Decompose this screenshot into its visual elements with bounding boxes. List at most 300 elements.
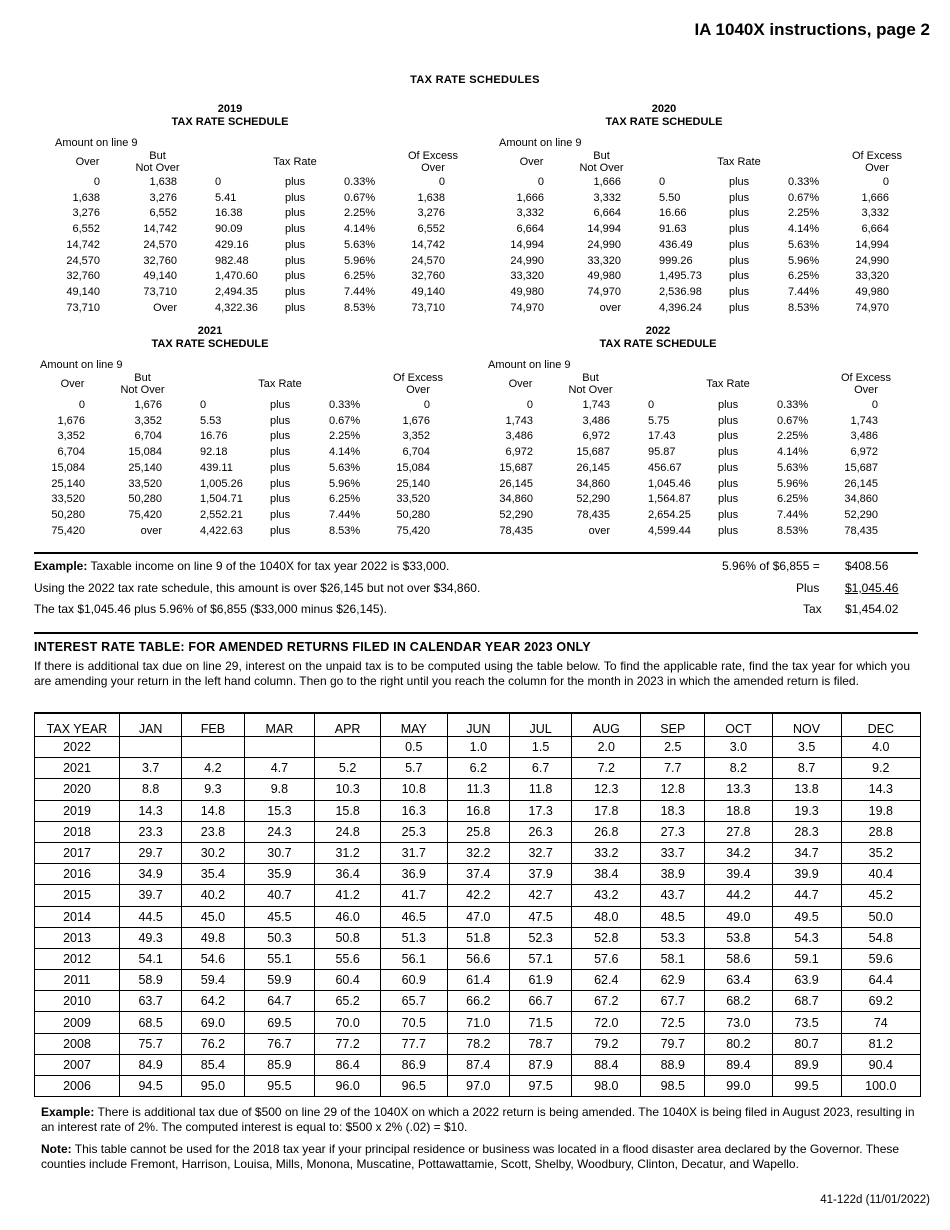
base-tax-value: 429.16 <box>215 238 249 251</box>
amount-on-line-label: Amount on line 9 <box>55 137 138 149</box>
base-tax-value: 1,470.60 <box>215 270 258 283</box>
rate-cell: 57.6 <box>572 948 641 969</box>
rate-cell: 60.9 <box>380 970 447 991</box>
rate-value: 0.33% <box>329 399 361 411</box>
rate-cell: 42.2 <box>447 885 509 906</box>
base-tax-value: 4,396.24 <box>659 301 702 314</box>
rate-cell: 62.4 <box>572 970 641 991</box>
over-value: 6,664 <box>516 223 544 236</box>
plus-text: plus <box>729 301 750 314</box>
rate-cell: 49.3 <box>120 927 182 948</box>
plus-text: plus <box>729 238 750 251</box>
rate-cell: 41.7 <box>380 885 447 906</box>
interest-table-heading: INTEREST RATE TABLE: FOR AMENDED RETURNS FILED IN CALENDAR YEAR 2023 ONLY <box>34 640 591 654</box>
plus-text: plus <box>285 238 306 251</box>
rate-cell: 95.5 <box>244 1076 315 1097</box>
rate-value: 7.44% <box>344 285 376 298</box>
rate-cell: 89.4 <box>705 1054 772 1075</box>
rate-cell: 35.9 <box>244 864 315 885</box>
rate-cell: 43.2 <box>572 885 641 906</box>
excess-value: 3,332 <box>861 207 889 220</box>
excess-value: 34,860 <box>844 493 878 506</box>
base-tax-value: 0 <box>659 176 666 188</box>
tax-example-calc-label: 5.96% of $6,855 = <box>722 559 820 573</box>
over-value: 14,742 <box>66 238 100 251</box>
tax-year-cell: 2013 <box>35 927 120 948</box>
excess-value: 49,980 <box>855 285 889 298</box>
excess-value: 0 <box>438 176 445 188</box>
tax-rate-schedules-heading: TAX RATE SCHEDULES <box>410 74 540 86</box>
rate-cell: 1.5 <box>509 737 571 758</box>
rate-cell: 98.5 <box>641 1076 705 1097</box>
tax-year-cell: 2008 <box>35 1033 120 1054</box>
over-value: 25,140 <box>51 477 85 490</box>
rate-value: 6.25% <box>788 270 820 283</box>
tax-rate-header: Tax Rate <box>273 156 317 168</box>
schedule-caption: TAX RATE SCHEDULE <box>151 338 269 350</box>
not-over-value: over <box>140 524 162 537</box>
rate-value: 0.67% <box>329 414 361 427</box>
excess-value: 1,743 <box>850 414 878 427</box>
rate-cell: 72.5 <box>641 1012 705 1033</box>
plus-text: plus <box>729 207 750 220</box>
rate-cell: 25.3 <box>380 821 447 842</box>
rate-value: 5.63% <box>777 461 809 474</box>
rate-cell: 77.2 <box>315 1033 381 1054</box>
rate-cell: 49.5 <box>772 906 841 927</box>
column-header: DEC <box>841 713 920 737</box>
rate-cell: 40.7 <box>244 885 315 906</box>
rate-cell: 53.3 <box>641 927 705 948</box>
rate-cell: 46.5 <box>380 906 447 927</box>
not-over-value: 1,743 <box>582 399 610 411</box>
rate-cell: 99.0 <box>705 1076 772 1097</box>
rate-cell: 64.2 <box>182 991 244 1012</box>
not-over-value: over <box>588 524 610 537</box>
rate-cell: 6.2 <box>447 758 509 779</box>
divider <box>34 552 918 554</box>
rate-value: 4.14% <box>777 446 809 459</box>
over-value: 6,704 <box>57 446 85 459</box>
rate-cell: 34.2 <box>705 842 772 863</box>
of-excess-header: Of Excess <box>392 372 444 384</box>
rate-cell: 68.2 <box>705 991 772 1012</box>
rate-cell: 80.2 <box>705 1033 772 1054</box>
rate-cell: 84.9 <box>120 1054 182 1075</box>
plus-text: plus <box>270 414 291 427</box>
rate-cell: 80.7 <box>772 1033 841 1054</box>
column-header: NOV <box>772 713 841 737</box>
rate-cell: 85.9 <box>244 1054 315 1075</box>
column-header: FEB <box>182 713 244 737</box>
rate-cell: 11.8 <box>509 779 571 800</box>
tax-rate-header: Tax Rate <box>717 156 761 168</box>
schedule-year: 2021 <box>197 325 223 337</box>
rate-cell: 48.0 <box>572 906 641 927</box>
excess-value: 0 <box>882 176 889 188</box>
rate-cell: 1.0 <box>447 737 509 758</box>
over-value: 0 <box>526 399 533 411</box>
column-header: APR <box>315 713 381 737</box>
table-row <box>35 737 921 758</box>
over-value: 0 <box>78 399 85 411</box>
table-row <box>35 906 921 927</box>
rate-value: 0.33% <box>777 399 809 411</box>
tax-example-plus-value: $1,045.46 <box>845 581 899 595</box>
not-over-header: Not Over <box>568 384 613 396</box>
but-header: But <box>593 150 610 162</box>
over-value: 75,420 <box>51 524 85 537</box>
not-over-value: 6,704 <box>134 430 162 443</box>
rate-value: 0.67% <box>344 191 376 204</box>
rate-cell: 35.4 <box>182 864 244 885</box>
not-over-value: 1,638 <box>149 176 177 188</box>
not-over-value: 6,664 <box>593 207 621 220</box>
over-value: 3,276 <box>72 207 100 220</box>
column-header: MAY <box>380 713 447 737</box>
base-tax-value: 0 <box>648 399 655 411</box>
rate-cell: 45.5 <box>244 906 315 927</box>
tax-example-plus-label: Plus <box>796 581 820 595</box>
rate-cell: 57.1 <box>509 948 571 969</box>
rate-cell: 72.0 <box>572 1012 641 1033</box>
rate-cell: 43.7 <box>641 885 705 906</box>
rate-cell: 78.7 <box>509 1033 571 1054</box>
rate-cell: 86.4 <box>315 1054 381 1075</box>
rate-cell: 34.9 <box>120 864 182 885</box>
rate-cell: 38.9 <box>641 864 705 885</box>
over-value: 0 <box>537 176 544 188</box>
over-value: 6,972 <box>505 446 533 459</box>
base-tax-value: 5.53 <box>200 414 222 427</box>
rate-cell: 39.4 <box>705 864 772 885</box>
tax-year-cell: 2014 <box>35 906 120 927</box>
table-row <box>35 800 921 821</box>
rate-cell: 76.7 <box>244 1033 315 1054</box>
excess-value: 33,520 <box>396 493 430 506</box>
plus-text: plus <box>718 508 739 521</box>
tax-year-cell: 2006 <box>35 1076 120 1097</box>
rate-cell: 9.8 <box>244 779 315 800</box>
tax-year-cell: 2020 <box>35 779 120 800</box>
rate-cell: 52.8 <box>572 927 641 948</box>
rate-cell: 0.5 <box>380 737 447 758</box>
rate-cell: 27.8 <box>705 821 772 842</box>
rate-cell: 8.8 <box>120 779 182 800</box>
rate-cell: 65.2 <box>315 991 381 1012</box>
tax-rate-schedule-2021 <box>40 325 460 545</box>
not-over-value: 24,570 <box>143 238 177 251</box>
rate-cell: 30.2 <box>182 842 244 863</box>
rate-cell: 64.4 <box>841 970 920 991</box>
rate-cell: 97.5 <box>509 1076 571 1097</box>
base-tax-value: 90.09 <box>215 223 243 236</box>
plus-text: plus <box>729 176 750 188</box>
not-over-value: Over <box>153 301 177 314</box>
rate-cell: 51.3 <box>380 927 447 948</box>
rate-cell: 12.3 <box>572 779 641 800</box>
plus-text: plus <box>270 477 291 490</box>
tax-year-cell: 2018 <box>35 821 120 842</box>
rate-cell: 67.2 <box>572 991 641 1012</box>
rate-cell: 98.0 <box>572 1076 641 1097</box>
of-excess-over-header: Over <box>421 162 445 174</box>
rate-value: 5.96% <box>344 254 376 267</box>
plus-text: plus <box>270 524 291 537</box>
base-tax-value: 2,536.98 <box>659 285 702 298</box>
schedule-caption: TAX RATE SCHEDULE <box>599 338 717 350</box>
rate-cell: 96.0 <box>315 1076 381 1097</box>
not-over-value: 25,140 <box>128 461 162 474</box>
rate-cell: 73.0 <box>705 1012 772 1033</box>
excess-value: 0 <box>423 399 430 411</box>
rate-cell <box>244 737 315 758</box>
rate-cell: 47.5 <box>509 906 571 927</box>
table-row <box>35 864 921 885</box>
excess-value: 15,084 <box>396 461 430 474</box>
excess-value: 32,760 <box>411 270 445 283</box>
plus-text: plus <box>270 399 291 411</box>
rate-cell: 94.5 <box>120 1076 182 1097</box>
over-value: 15,687 <box>499 461 533 474</box>
rate-cell: 87.9 <box>509 1054 571 1075</box>
rate-cell: 35.2 <box>841 842 920 863</box>
plus-text: plus <box>729 223 750 236</box>
plus-text: plus <box>729 285 750 298</box>
rate-cell: 25.8 <box>447 821 509 842</box>
rate-cell: 31.2 <box>315 842 381 863</box>
plus-text: plus <box>285 176 306 188</box>
tax-year-cell: 2009 <box>35 1012 120 1033</box>
over-value: 1,676 <box>57 414 85 427</box>
tax-year-cell: 2016 <box>35 864 120 885</box>
rate-cell: 15.3 <box>244 800 315 821</box>
table-row <box>35 821 921 842</box>
rate-value: 0.67% <box>788 191 820 204</box>
excess-value: 6,704 <box>402 446 430 459</box>
page-title: IA 1040X instructions, page 2 <box>694 20 930 39</box>
base-tax-value: 0 <box>200 399 207 411</box>
rate-cell: 56.1 <box>380 948 447 969</box>
rate-cell: 33.2 <box>572 842 641 863</box>
excess-value: 50,280 <box>396 508 430 521</box>
rate-cell: 24.3 <box>244 821 315 842</box>
rate-cell: 45.2 <box>841 885 920 906</box>
rate-cell: 46.0 <box>315 906 381 927</box>
rate-value: 0.33% <box>788 176 820 188</box>
base-tax-value: 16.66 <box>659 207 687 220</box>
rate-cell: 28.8 <box>841 821 920 842</box>
rate-cell: 76.2 <box>182 1033 244 1054</box>
rate-cell: 44.2 <box>705 885 772 906</box>
excess-value: 49,140 <box>411 285 445 298</box>
excess-value: 15,687 <box>844 461 878 474</box>
tax-year-cell: 2012 <box>35 948 120 969</box>
rate-cell: 86.9 <box>380 1054 447 1075</box>
rate-cell: 38.4 <box>572 864 641 885</box>
base-tax-value: 4,422.63 <box>200 524 243 537</box>
not-over-value: over <box>599 301 621 314</box>
column-header: JUN <box>447 713 509 737</box>
base-tax-value: 95.87 <box>648 446 676 459</box>
amount-on-line-label: Amount on line 9 <box>488 359 571 371</box>
rate-cell: 70.5 <box>380 1012 447 1033</box>
rate-value: 6.25% <box>344 270 376 283</box>
rate-value: 0.33% <box>344 176 376 188</box>
rate-value: 7.44% <box>329 508 361 521</box>
excess-value: 24,990 <box>855 254 889 267</box>
rate-cell: 68.7 <box>772 991 841 1012</box>
table-row <box>35 758 921 779</box>
table-row <box>35 927 921 948</box>
rate-cell: 32.2 <box>447 842 509 863</box>
amount-on-line-label: Amount on line 9 <box>499 137 582 149</box>
over-value: 1,638 <box>72 191 100 204</box>
base-tax-value: 5.75 <box>648 414 670 427</box>
but-header: But <box>134 372 151 384</box>
rate-cell: 90.4 <box>841 1054 920 1075</box>
excess-value: 0 <box>871 399 878 411</box>
base-tax-value: 0 <box>215 176 222 188</box>
rate-value: 4.14% <box>788 223 820 236</box>
tax-rate-schedule-2019 <box>55 103 475 323</box>
over-value: 3,332 <box>516 207 544 220</box>
rate-cell: 5.2 <box>315 758 381 779</box>
base-tax-value: 1,045.46 <box>648 477 691 490</box>
plus-text: plus <box>285 191 306 204</box>
excess-value: 6,552 <box>417 223 445 236</box>
plus-text: plus <box>718 477 739 490</box>
over-value: 1,666 <box>516 191 544 204</box>
not-over-value: 49,140 <box>143 270 177 283</box>
tax-year-cell: 2021 <box>35 758 120 779</box>
rate-cell: 7.7 <box>641 758 705 779</box>
plus-text: plus <box>718 461 739 474</box>
rate-cell: 3.7 <box>120 758 182 779</box>
table-row <box>35 1076 921 1097</box>
over-value: 34,860 <box>499 493 533 506</box>
not-over-value: 3,486 <box>582 414 610 427</box>
base-tax-value: 92.18 <box>200 446 228 459</box>
base-tax-value: 1,005.26 <box>200 477 243 490</box>
not-over-value: 3,276 <box>149 191 177 204</box>
base-tax-value: 17.43 <box>648 430 676 443</box>
excess-value: 73,710 <box>411 301 445 314</box>
over-value: 73,710 <box>66 301 100 314</box>
rate-cell: 85.4 <box>182 1054 244 1075</box>
rate-value: 5.96% <box>777 477 809 490</box>
rate-cell: 39.9 <box>772 864 841 885</box>
rate-cell: 23.3 <box>120 821 182 842</box>
interest-rate-table <box>34 712 921 1097</box>
not-over-value: 33,520 <box>128 477 162 490</box>
excess-value: 6,664 <box>861 223 889 236</box>
rate-cell: 14.8 <box>182 800 244 821</box>
rate-cell: 61.9 <box>509 970 571 991</box>
rate-cell: 4.7 <box>244 758 315 779</box>
rate-cell: 55.1 <box>244 948 315 969</box>
not-over-value: 1,666 <box>593 176 621 188</box>
rate-cell: 15.8 <box>315 800 381 821</box>
schedule-caption: TAX RATE SCHEDULE <box>605 116 723 128</box>
not-over-header: Not Over <box>135 162 180 174</box>
excess-value: 52,290 <box>844 508 878 521</box>
rate-cell: 42.7 <box>509 885 571 906</box>
of-excess-header: Of Excess <box>407 150 459 162</box>
rate-cell: 13.3 <box>705 779 772 800</box>
base-tax-value: 439.11 <box>200 461 233 474</box>
excess-value: 24,570 <box>411 254 445 267</box>
rate-cell: 2.5 <box>641 737 705 758</box>
rate-cell: 16.3 <box>380 800 447 821</box>
rate-cell: 29.7 <box>120 842 182 863</box>
rate-cell: 89.9 <box>772 1054 841 1075</box>
rate-cell <box>120 737 182 758</box>
rate-cell: 10.3 <box>315 779 381 800</box>
rate-cell: 81.2 <box>841 1033 920 1054</box>
plus-text: plus <box>718 493 739 506</box>
rate-cell: 33.7 <box>641 842 705 863</box>
column-header: AUG <box>572 713 641 737</box>
base-tax-value: 2,494.35 <box>215 285 258 298</box>
rate-cell: 26.3 <box>509 821 571 842</box>
rate-value: 5.63% <box>329 461 361 474</box>
rate-cell: 49.0 <box>705 906 772 927</box>
rate-cell: 10.8 <box>380 779 447 800</box>
rate-value: 2.25% <box>329 430 361 443</box>
rate-cell: 40.2 <box>182 885 244 906</box>
over-value: 49,980 <box>510 285 544 298</box>
over-value: 50,280 <box>51 508 85 521</box>
column-header: JUL <box>509 713 571 737</box>
rate-cell: 74 <box>841 1012 920 1033</box>
tax-example-line-2: Using the 2022 tax rate schedule, this amount is over $26,145 but not over $34,860. <box>34 581 481 595</box>
rate-cell: 52.3 <box>509 927 571 948</box>
not-over-value: 74,970 <box>587 285 621 298</box>
rate-cell: 66.7 <box>509 991 571 1012</box>
not-over-value: 32,760 <box>143 254 177 267</box>
plus-text: plus <box>270 508 291 521</box>
tax-rate-schedule-2022 <box>488 325 908 545</box>
column-header: OCT <box>705 713 772 737</box>
but-header: But <box>149 150 166 162</box>
over-header: Over <box>60 378 85 390</box>
over-header: Over <box>508 378 533 390</box>
excess-value: 75,420 <box>396 524 430 537</box>
rate-cell: 36.4 <box>315 864 381 885</box>
over-value: 6,552 <box>72 223 100 236</box>
rate-cell: 9.2 <box>841 758 920 779</box>
rate-cell: 63.4 <box>705 970 772 991</box>
amount-on-line-label: Amount on line 9 <box>40 359 123 371</box>
rate-cell: 47.0 <box>447 906 509 927</box>
plus-text: plus <box>729 191 750 204</box>
rate-cell: 73.5 <box>772 1012 841 1033</box>
rate-cell: 18.3 <box>641 800 705 821</box>
tax-year-cell: 2010 <box>35 991 120 1012</box>
rate-cell: 58.9 <box>120 970 182 991</box>
excess-value: 3,276 <box>417 207 445 220</box>
over-value: 52,290 <box>499 508 533 521</box>
rate-cell: 48.5 <box>641 906 705 927</box>
table-row <box>35 885 921 906</box>
rate-cell: 78.2 <box>447 1033 509 1054</box>
rate-cell: 54.1 <box>120 948 182 969</box>
not-over-header: Not Over <box>120 384 165 396</box>
excess-value: 78,435 <box>844 524 878 537</box>
plus-text: plus <box>285 207 306 220</box>
rate-cell: 63.7 <box>120 991 182 1012</box>
